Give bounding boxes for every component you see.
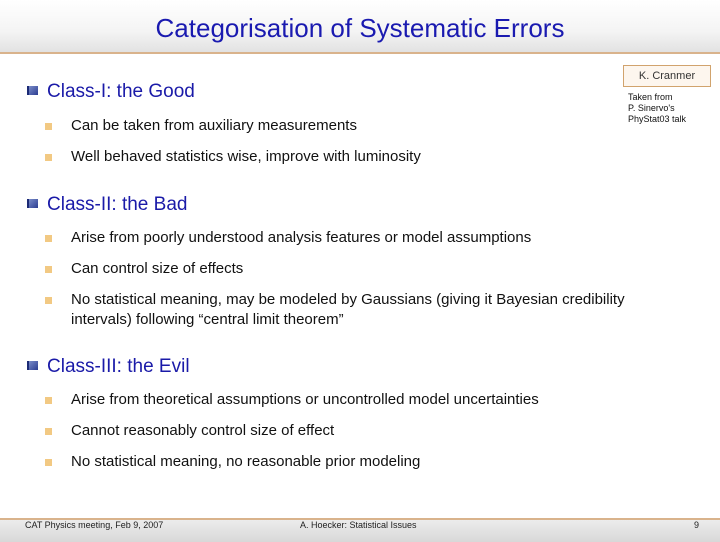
section-heading-class-3: Class‑III: the Evil bbox=[47, 356, 190, 377]
section-bullet-icon bbox=[27, 86, 38, 95]
list-item: Cannot reasonably control size of effect bbox=[71, 422, 335, 439]
item-bullet-icon bbox=[45, 297, 52, 304]
item-bullet-icon bbox=[45, 428, 52, 435]
credit-note-line: PhyStat03 talk bbox=[628, 114, 687, 124]
credit-author: K. Cranmer bbox=[638, 70, 696, 82]
credit-note-line: Taken from bbox=[628, 92, 673, 102]
credit-author-box bbox=[623, 65, 711, 87]
page-number: 9 bbox=[694, 520, 700, 530]
footer-talk-title: A. Hoecker: Statistical Issues bbox=[300, 520, 417, 530]
item-bullet-icon bbox=[45, 235, 52, 242]
footer-event: CAT Physics meeting, Feb 9, 2007 bbox=[25, 520, 164, 530]
list-item: No statistical meaning, may be modeled by Gaussians (giving it Bayesian credibility intervals) following “central limit theorem” bbox=[71, 291, 625, 328]
item-bullet-icon bbox=[45, 397, 52, 404]
credit-note-line: P. Sinervo's bbox=[628, 103, 675, 113]
list-item: Arise from theoretical assumptions or uncontrolled model uncertainties bbox=[71, 391, 539, 408]
credit-note bbox=[628, 92, 718, 125]
item-bullet-icon bbox=[45, 154, 52, 161]
section-bullet-icon bbox=[27, 361, 38, 370]
section-heading-class-2: Class‑II: the Bad bbox=[47, 194, 188, 215]
list-item: No statistical meaning, no reasonable prior modeling bbox=[71, 453, 421, 470]
item-bullet-icon bbox=[45, 123, 52, 130]
list-item: Can control size of effects bbox=[71, 260, 244, 277]
list-item: Arise from poorly understood analysis features or model assumptions bbox=[71, 229, 532, 246]
slide-title: Categorisation of Systematic Errors bbox=[155, 13, 565, 43]
list-item: Can be taken from auxiliary measurements bbox=[71, 117, 357, 134]
section-bullet-icon bbox=[27, 199, 38, 208]
item-bullet-icon bbox=[45, 459, 52, 466]
list-item: Well behaved statistics wise, improve with luminosity bbox=[71, 148, 421, 165]
item-bullet-icon bbox=[45, 266, 52, 273]
section-heading-class-1: Class‑I: the Good bbox=[47, 81, 195, 102]
